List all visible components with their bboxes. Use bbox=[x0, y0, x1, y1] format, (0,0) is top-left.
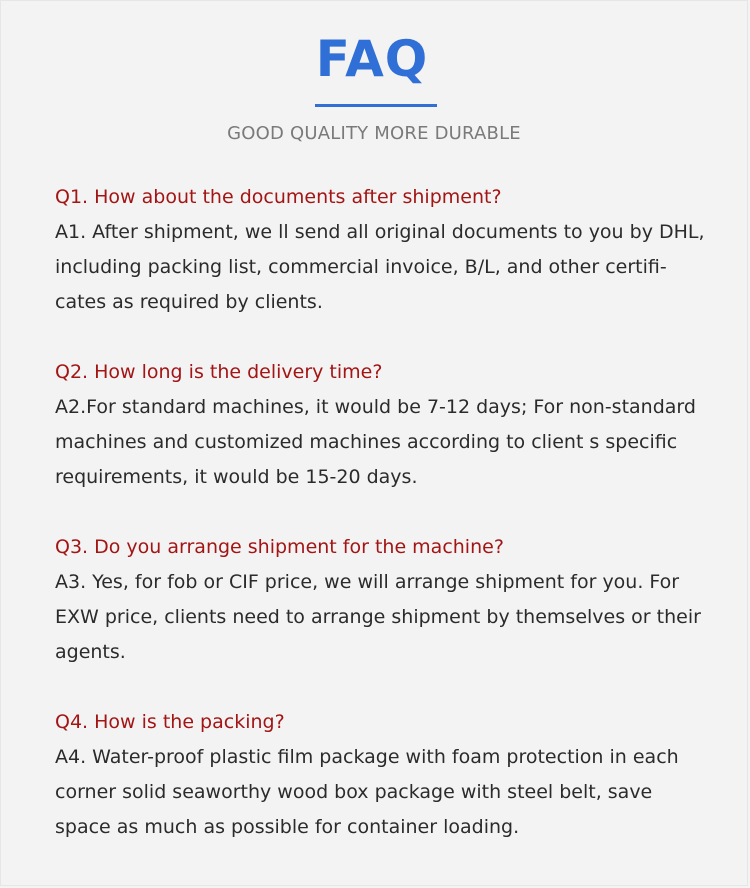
faq-question: Q1. How about the documents after shipment? bbox=[55, 186, 502, 208]
page-title: FAQ bbox=[315, 30, 429, 88]
faq-answer-line: A4. Water-proof plastic film package with foam protection in each bbox=[55, 746, 679, 768]
faq-item-3 bbox=[55, 530, 725, 670]
faq-question: Q4. How is the packing? bbox=[55, 711, 285, 733]
page-subtitle: GOOD QUALITY MORE DURABLE bbox=[227, 123, 521, 144]
faq-answer-line: machines and customized machines according to client s specific bbox=[55, 431, 678, 453]
faq-question: Q2. How long is the delivery time? bbox=[55, 361, 383, 383]
faq-answer-line: including packing list, commercial invoice, B/L, and other certifi- bbox=[55, 256, 667, 278]
faq-answer-line: EXW price, clients need to arrange shipment by themselves or their bbox=[55, 606, 701, 628]
faq-question: Q3. Do you arrange shipment for the machine? bbox=[55, 536, 504, 558]
faq-answer-line: corner solid seaworthy wood box package with steel belt, save bbox=[55, 781, 653, 803]
faq-answer-line: agents. bbox=[55, 641, 126, 663]
faq-answer-line: space as much as possible for container loading. bbox=[55, 816, 520, 838]
faq-answer-line: A2.For standard machines, it would be 7-12 days; For non-standard bbox=[55, 396, 696, 418]
title-underline bbox=[315, 104, 437, 107]
faq-item-4 bbox=[55, 705, 725, 845]
faq-answer-line: A3. Yes, for fob or CIF price, we will arrange shipment for you. For bbox=[55, 571, 680, 593]
faq-answer-line: requirements, it would be 15-20 days. bbox=[55, 466, 418, 488]
faq-answer-line: A1. After shipment, we ll send all original documents to you by DHL, bbox=[55, 221, 705, 243]
faq-item-2 bbox=[55, 355, 725, 495]
faq-item-1 bbox=[55, 180, 725, 320]
faq-answer-line: cates as required by clients. bbox=[55, 291, 323, 313]
